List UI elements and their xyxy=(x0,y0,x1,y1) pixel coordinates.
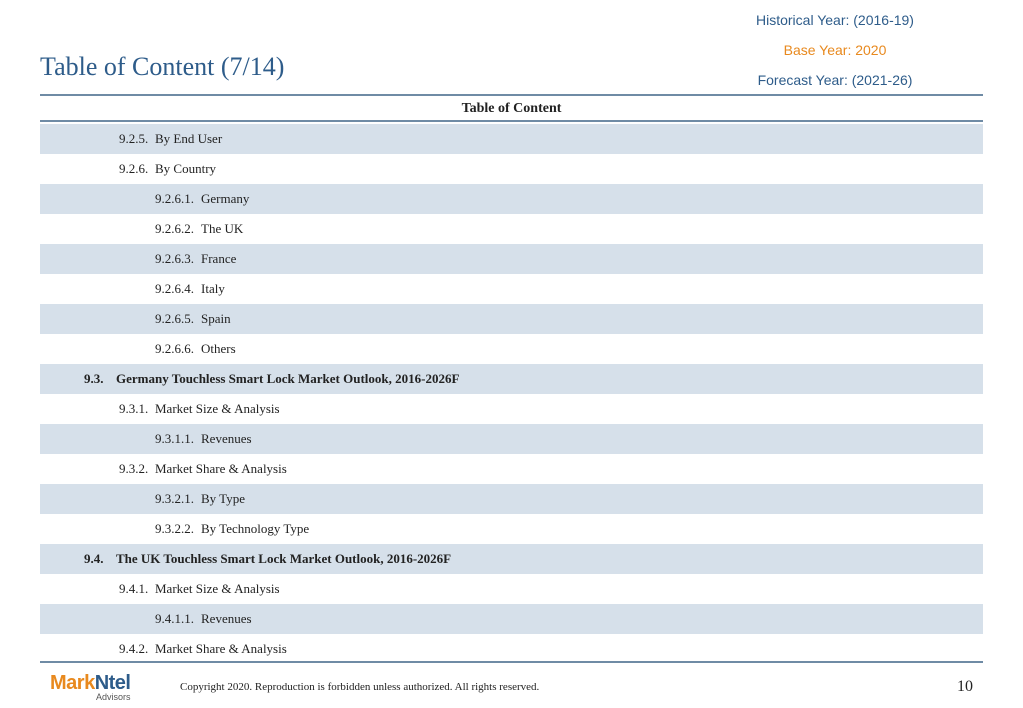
toc-text: France xyxy=(201,251,237,266)
toc-text: The UK Touchless Smart Lock Market Outlook, 2016-2026F xyxy=(116,551,452,566)
toc-text: Market Size & Analysis xyxy=(155,401,280,416)
toc-text: Germany Touchless Smart Lock Market Outlook, 2016-2026F xyxy=(116,371,460,386)
bottom-divider xyxy=(40,661,983,663)
toc-number: 9.2.6.6. xyxy=(155,341,194,356)
toc-section-row xyxy=(40,544,983,574)
toc-text: Market Share & Analysis xyxy=(155,641,287,656)
toc-row xyxy=(40,154,983,184)
toc-number: 9.2.6.3. xyxy=(155,251,194,266)
toc-text: Spain xyxy=(201,311,231,326)
logo-mark-part1: Mark xyxy=(50,672,95,694)
toc-number: 9.2.6.2. xyxy=(155,221,194,236)
toc-text: Market Share & Analysis xyxy=(155,461,287,476)
toc-text: By Technology Type xyxy=(201,521,310,536)
toc-row xyxy=(40,304,983,334)
toc-row xyxy=(40,424,983,454)
toc-row xyxy=(40,214,983,244)
toc-number: 9.3.2.1. xyxy=(155,491,194,506)
toc-row xyxy=(40,634,983,664)
toc-number: 9.4.1. xyxy=(119,581,149,596)
toc-text: Germany xyxy=(201,191,250,206)
toc-row xyxy=(40,244,983,274)
toc-text: By Type xyxy=(201,491,245,506)
toc-row xyxy=(40,604,983,634)
toc-number: 9.4. xyxy=(84,551,104,566)
toc-number: 9.2.6.5. xyxy=(155,311,194,326)
page-title: Table of Content (7/14) xyxy=(40,52,285,81)
toc-text: Market Size & Analysis xyxy=(155,581,280,596)
toc-section-row xyxy=(40,364,983,394)
toc-text: Revenues xyxy=(201,611,252,626)
year-info xyxy=(735,8,935,98)
toc-number: 9.2.6.4. xyxy=(155,281,194,296)
toc-number: 9.4.1.1. xyxy=(155,611,194,626)
toc-number: 9.2.5. xyxy=(119,131,149,146)
toc-text: Italy xyxy=(201,281,225,296)
copyright-text: Copyright 2020. Reproduction is forbidden unless authorized. All rights reserved. xyxy=(180,681,540,693)
toc-row xyxy=(40,454,983,484)
toc-row xyxy=(40,394,983,424)
toc-text: Others xyxy=(201,341,236,356)
logo-mark-part2: Ntel xyxy=(94,672,131,694)
marknel-logo xyxy=(50,672,131,702)
toc-number: 9.3.1. xyxy=(119,401,149,416)
toc-number: 9.3.1.1. xyxy=(155,431,194,446)
toc-text: The UK xyxy=(201,221,244,236)
historical-year: Historical Year: (2016-19) xyxy=(756,12,914,28)
toc-row xyxy=(40,484,983,514)
toc-number: 9.2.6. xyxy=(119,161,149,176)
toc-row xyxy=(40,514,983,544)
table-heading: Table of Content xyxy=(40,94,983,122)
page-number: 10 xyxy=(957,678,973,695)
toc-number: 9.3. xyxy=(84,371,104,386)
toc-number: 9.2.6.1. xyxy=(155,191,194,206)
toc-row xyxy=(40,574,983,604)
toc-row xyxy=(40,184,983,214)
toc-text: Revenues xyxy=(201,431,252,446)
toc-text: By Country xyxy=(155,161,217,176)
toc-number: 9.3.2. xyxy=(119,461,149,476)
toc-row xyxy=(40,334,983,364)
toc-text: By End User xyxy=(155,131,223,146)
forecast-year: Forecast Year: (2021-26) xyxy=(757,72,913,88)
logo-subtitle: Advisors xyxy=(96,692,131,702)
toc-number: 9.4.2. xyxy=(119,641,149,656)
toc-row xyxy=(40,274,983,304)
toc-list xyxy=(40,124,983,664)
toc-row xyxy=(40,124,983,154)
base-year: Base Year: 2020 xyxy=(783,42,887,58)
toc-number: 9.3.2.2. xyxy=(155,521,194,536)
